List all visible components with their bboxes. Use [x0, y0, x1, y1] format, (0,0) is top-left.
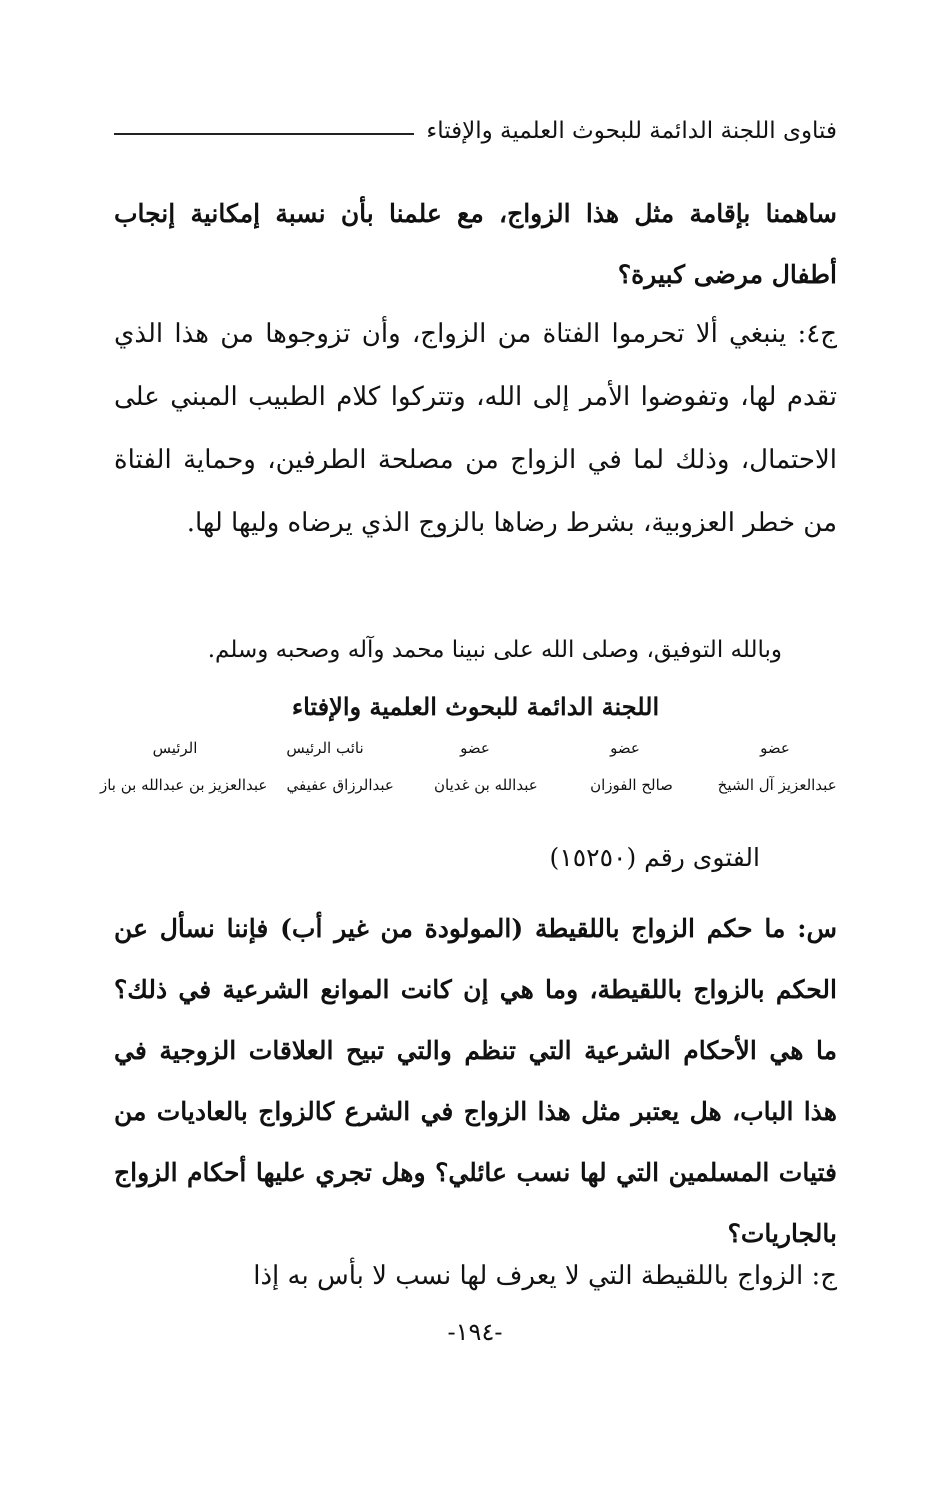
- committee-name: اللجنة الدائمة للبحوث العلمية والإفتاء: [291, 692, 660, 721]
- signatory-name: عبدالعزيز بن عبدالله بن باز: [99, 776, 268, 794]
- header-rule: [114, 133, 414, 135]
- signatory-role: عضو: [460, 739, 490, 757]
- signatory-names: [100, 776, 850, 794]
- signatory-roles: [100, 739, 850, 757]
- running-header: [114, 118, 837, 144]
- closing-formula: وبالله التوفيق، وصلى الله على نبينا محمد وآله وصحبه وسلم.: [207, 637, 782, 663]
- signatory-name: عبدالرزاق عفيفي: [286, 776, 394, 794]
- page-number: -١٩٤-: [447, 1318, 503, 1346]
- answer-start: ج: الزواج باللقيطة التي لا يعرف لها نسب لا بأس به إذا: [253, 1261, 837, 1291]
- signatory-name: عبدالعزيز آل الشيخ: [717, 776, 837, 794]
- signatory-role: عضو: [760, 739, 790, 757]
- signatory-role: نائب الرئيس: [286, 739, 364, 757]
- signatory-name: صالح الفوزان: [590, 776, 673, 794]
- signatory-name: عبدالله بن غديان: [434, 776, 538, 794]
- fatwa-number: الفتوى رقم (١٥٢٥٠): [549, 843, 760, 872]
- answer-4: ج٤: ينبغي ألا تحرموا الفتاة من الزواج، وأن تزوجوها من هذا الذي تقدم لها، وتفوضوا الأمر إلى الله، وتتركوا كلام الطبيب المبني على الاحتمال، وذلك لما في الزواج من مصلحة الطرفين، وحماية الفتاة من خطر العزوبية، بشرط رضاها بالزوج الذي يرضاه وليها لها.: [114, 319, 837, 538]
- signatory-role: الرئيس: [152, 739, 198, 757]
- question-continuation: ساهمنا بإقامة مثل هذا الزواج، مع علمنا بأن نسبة إمكانية إنجاب أطفال مرضى كبيرة؟: [114, 199, 837, 289]
- signatory-role: عضو: [610, 739, 640, 757]
- question: س: ما حكم الزواج باللقيطة (المولودة من غير أب) فإننا نسأل عن الحكم بالزواج باللقيطة، وما هي إن كانت الموانع الشرعية في ذلك؟ ما هي الأحكام الشرعية التي تنظم والتي تبيح العلاقات الزوجية في هذا الباب، هل يعتبر مثل هذا الزواج في الشرع كالزواج بالعاديات من فتيات المسلمين التي لها نسب عائلي؟ وهل تجري عليها أحكام الزواج بالجاريات؟: [114, 914, 837, 1248]
- header-title: فتاوى اللجنة الدائمة للبحوث العلمية والإفتاء: [426, 118, 837, 144]
